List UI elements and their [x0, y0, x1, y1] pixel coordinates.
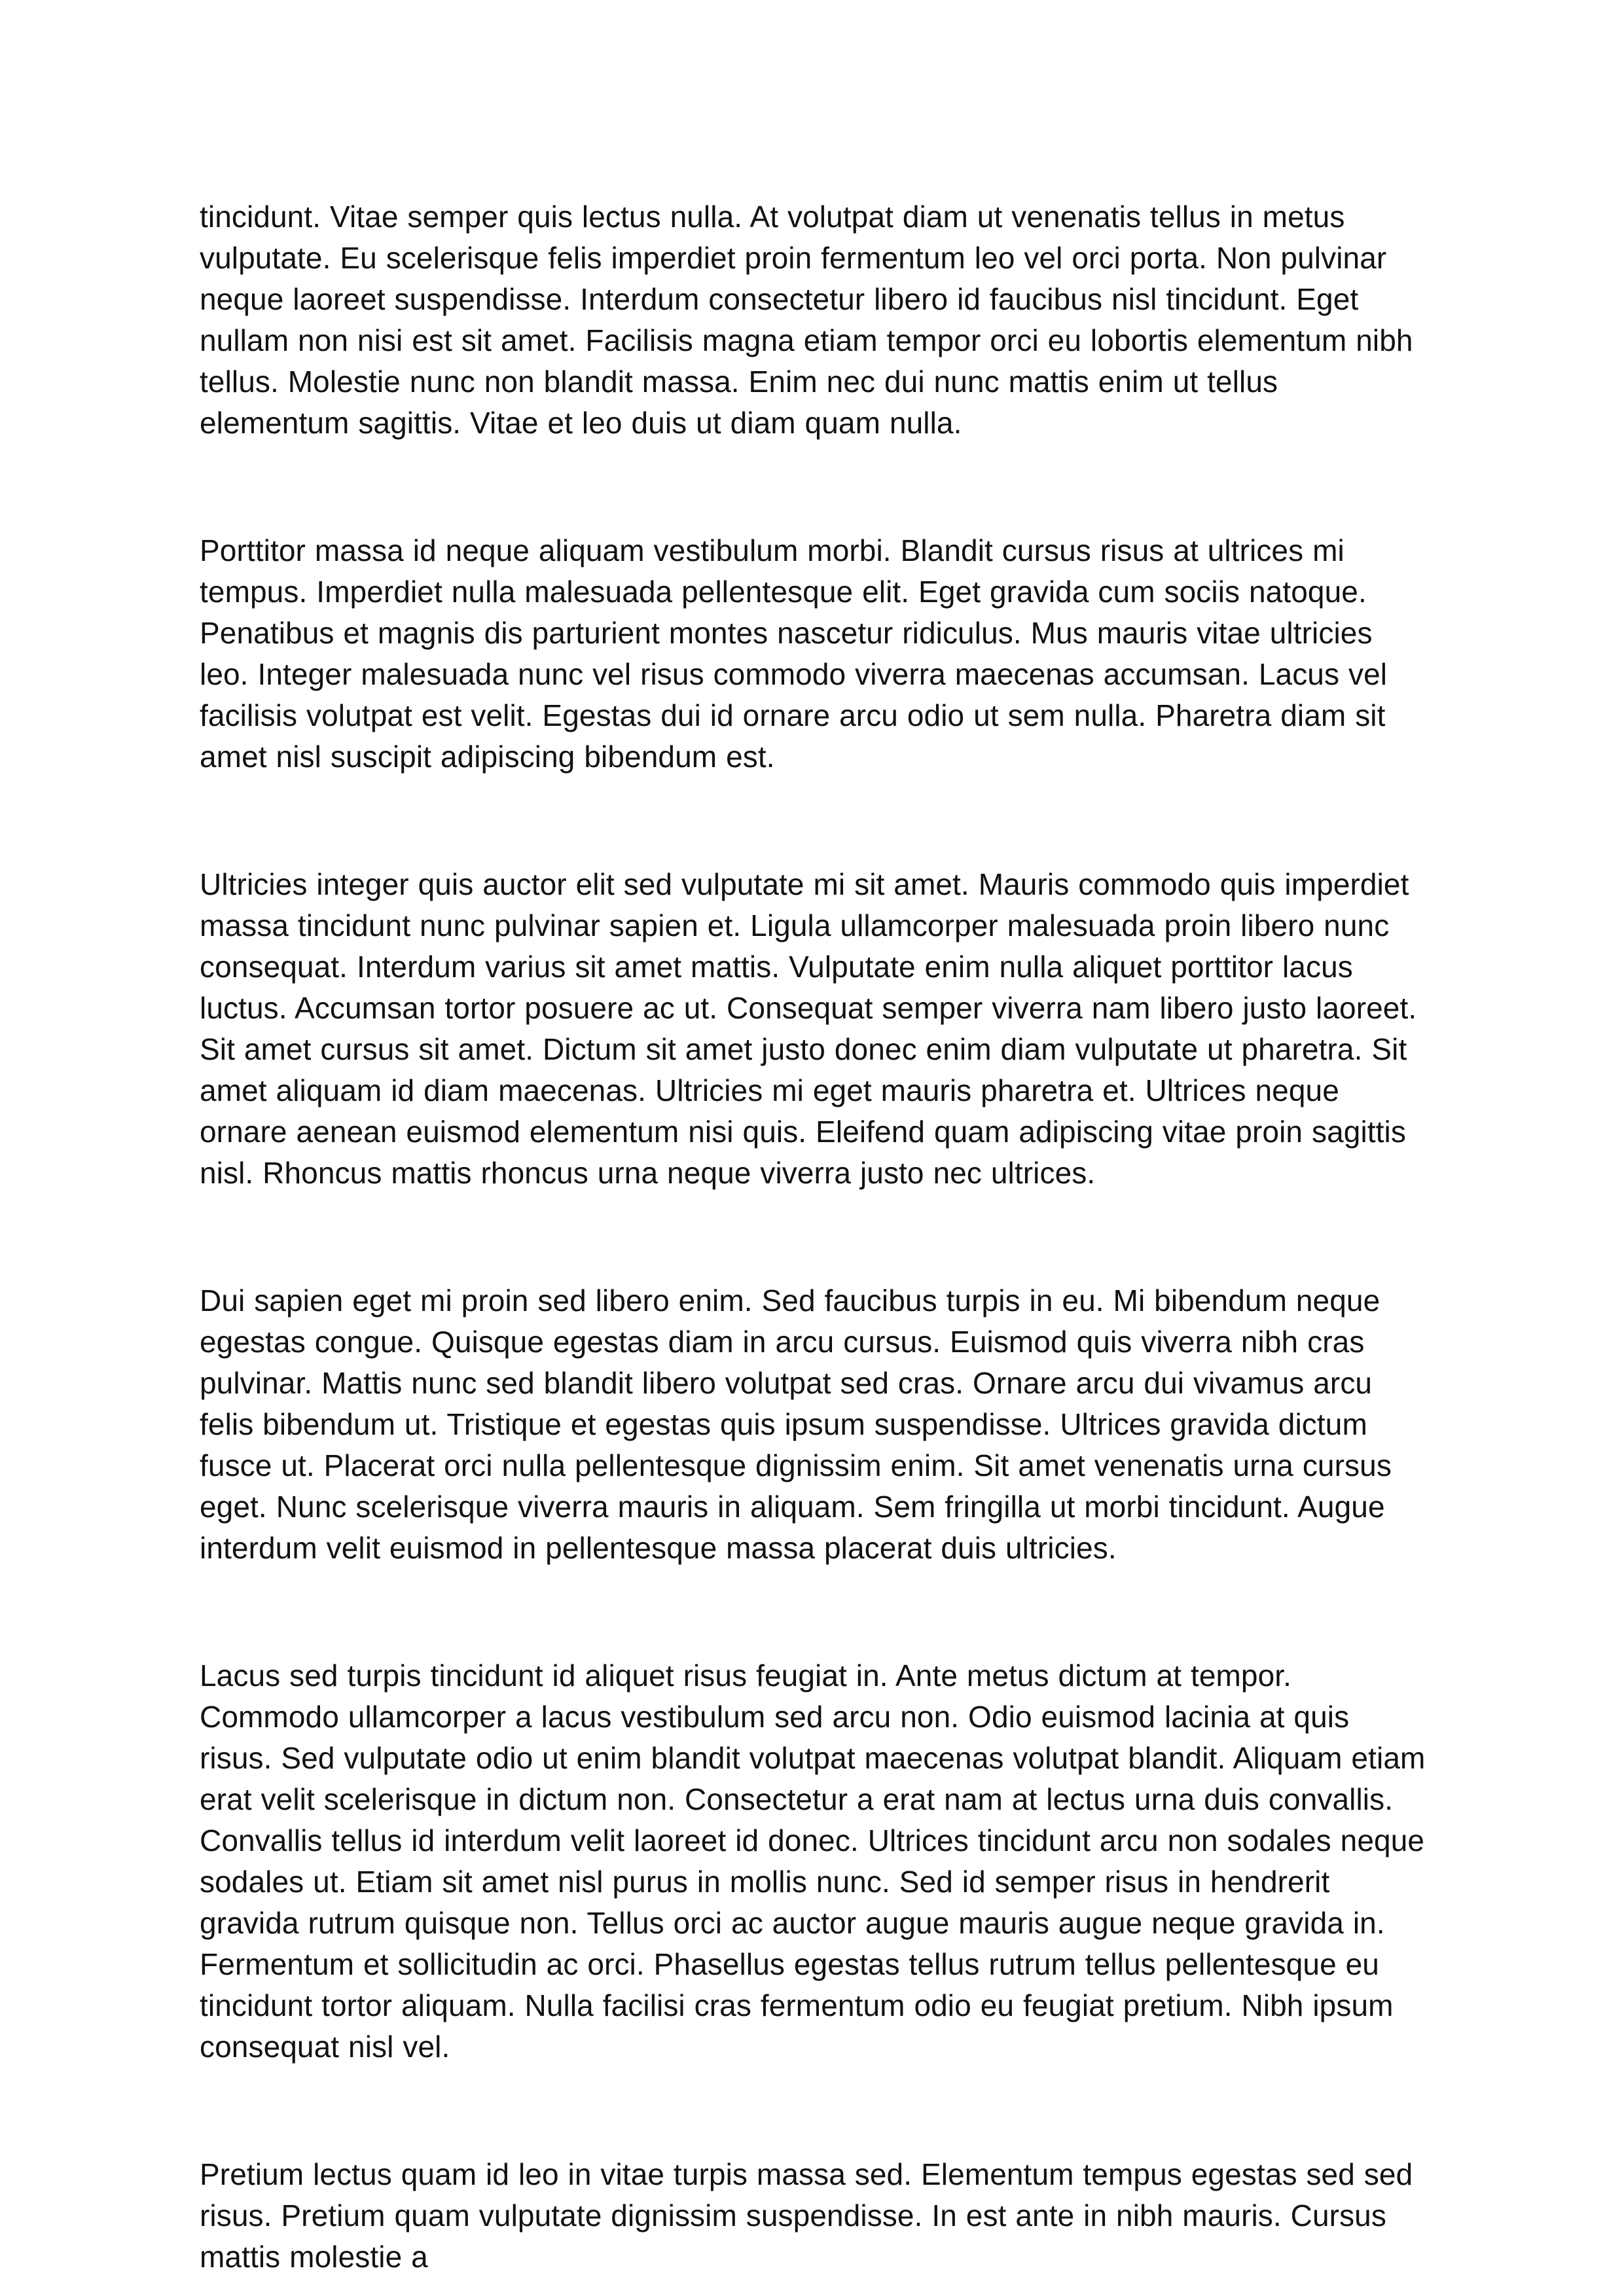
paragraph: Lacus sed turpis tincidunt id aliquet risus feugiat in. Ante metus dictum at tempor. Commodo ullamcorper a lacus vestibulum sed arcu non. Odio euismod lacinia at quis risus. Sed vulputate odio ut enim blandit volutpat maecenas volutpat blandit. Aliquam etiam erat velit scelerisque in dictum non. Consectetur a erat nam at lectus urna duis convallis. Convallis tellus id interdum velit laoreet id donec. Ultrices tincidunt arcu non sodales neque sodales ut. Etiam sit amet nisl purus in mollis nunc. Sed id semper risus in hendrerit gravida rutrum quisque non. Tellus orci ac auctor augue mauris augue neque gravida in. Fermentum et sollicitudin ac orci. Phasellus egestas tellus rutrum tellus pellentesque eu tincidunt tortor aliquam. Nulla facilisi cras fermentum odio eu feugiat pretium. Nibh ipsum consequat nisl vel.	[200, 1659, 1426, 2064]
paragraph: tincidunt. Vitae semper quis lectus nulla. At volutpat diam ut venenatis tellus in metus vulputate. Eu scelerisque felis imperdiet proin fermentum leo vel orci porta. Non pulvinar neque laoreet suspendisse. Interdum consectetur libero id faucibus nisl tincidunt. Eget nullam non nisi est sit amet. Facilisis magna etiam tempor orci eu lobortis elementum nibh tellus. Molestie nunc non blandit massa. Enim nec dui nunc mattis enim ut tellus elementum sagittis. Vitae et leo duis ut diam quam nulla.	[200, 200, 1413, 440]
paragraph: Pretium lectus quam id leo in vitae turpis massa sed. Elementum tempus egestas sed sed risus. Pretium quam vulputate dignissim suspendisse. In est ante in nibh mauris. Cursus mattis molestie a	[200, 2157, 1413, 2274]
document-body	[200, 196, 1428, 2278]
paragraph: Dui sapien eget mi proin sed libero enim. Sed faucibus turpis in eu. Mi bibendum neque egestas congue. Quisque egestas diam in arcu cursus. Euismod quis viverra nibh cras pulvinar. Mattis nunc sed blandit libero volutpat sed cras. Ornare arcu dui vivamus arcu felis bibendum ut. Tristique et egestas quis ipsum suspendisse. Ultrices gravida dictum fusce ut. Placerat orci nulla pellentesque dignissim enim. Sit amet venenatis urna cursus eget. Nunc scelerisque viverra mauris in aliquam. Sem fringilla ut morbi tincidunt. Augue interdum velit euismod in pellentesque massa placerat duis ultricies.	[200, 1283, 1392, 1565]
paragraph: Ultricies integer quis auctor elit sed vulputate mi sit amet. Mauris commodo quis imperdiet massa tincidunt nunc pulvinar sapien et. Ligula ullamcorper malesuada proin libero nunc consequat. Interdum varius sit amet mattis. Vulputate enim nulla aliquet porttitor lacus luctus. Accumsan tortor posuere ac ut. Consequat semper viverra nam libero justo laoreet. Sit amet cursus sit amet. Dictum sit amet justo donec enim diam vulputate ut pharetra. Sit amet aliquam id diam maecenas. Ultricies mi eget mauris pharetra et. Ultrices neque ornare aenean euismod elementum nisi quis. Eleifend quam adipiscing vitae proin sagittis nisl. Rhoncus mattis rhoncus urna neque viverra justo nec ultrices.	[200, 867, 1417, 1190]
paragraph: Porttitor massa id neque aliquam vestibulum morbi. Blandit cursus risus at ultrices mi tempus. Imperdiet nulla malesuada pellentesque elit. Eget gravida cum sociis natoque. Penatibus et magnis dis parturient montes nascetur ridiculus. Mus mauris vitae ultricies leo. Integer malesuada nunc vel risus commodo viverra maecenas accumsan. Lacus vel facilisis volutpat est velit. Egestas dui id ornare arcu odio ut sem nulla. Pharetra diam sit amet nisl suscipit adipiscing bibendum est.	[200, 533, 1388, 774]
